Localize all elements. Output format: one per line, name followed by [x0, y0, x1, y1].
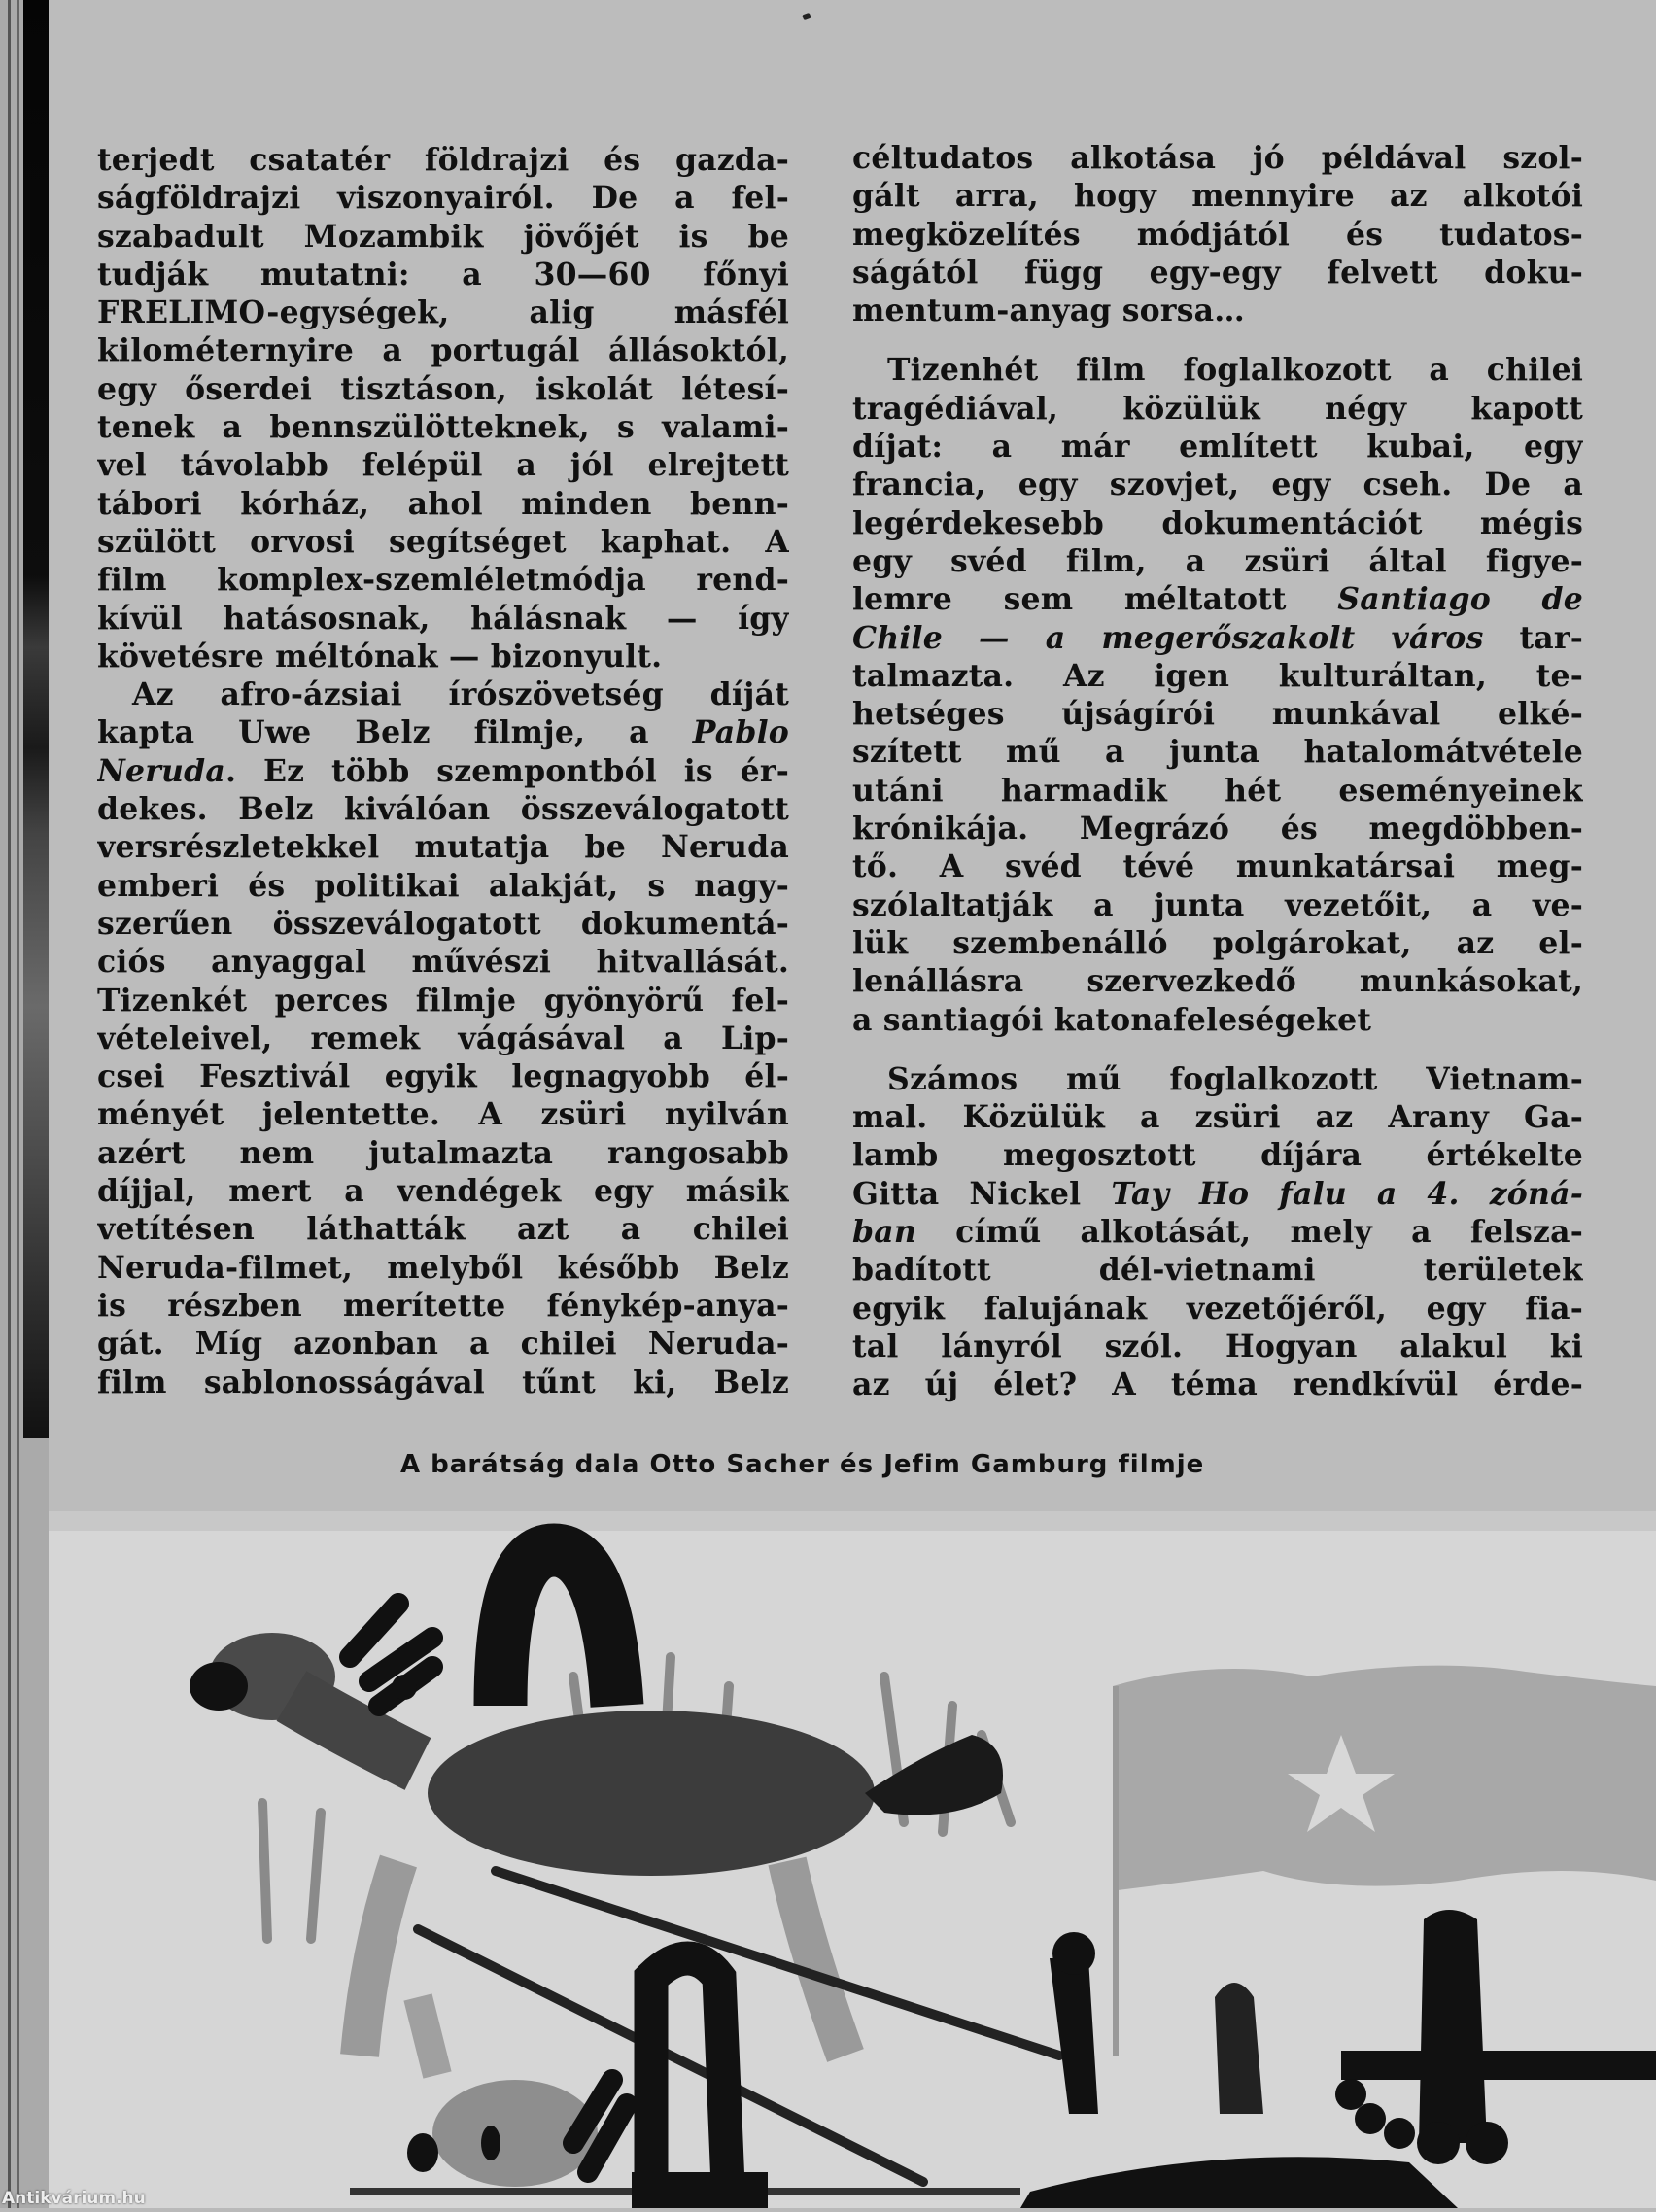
- italic-title: Pablo: [692, 714, 789, 751]
- text-line: ményét jelentette. A zsüri nyilván: [97, 1096, 789, 1133]
- text-line: ságföldrajzi viszonyairól. De a fel-: [97, 180, 789, 217]
- text-line: gált arra, hogy mennyire az alkotói: [852, 178, 1583, 215]
- text-line: [97, 752, 789, 790]
- text-line: követésre méltónak — bizonyult.: [97, 638, 663, 674]
- text-line: Számos mű foglalkozott Vietnam-: [887, 1060, 1583, 1097]
- italic-title: Neruda: [97, 752, 225, 789]
- text-line: mal. Közülük a zsüri az Arany Ga-: [852, 1099, 1583, 1136]
- text-line: ciós anyaggal művészi hitvallását.: [97, 944, 789, 981]
- text-line: lenállásra szervezkedő munkásokat,: [852, 963, 1583, 1000]
- text-segment: . Ez több szempontból is ér-: [224, 752, 789, 789]
- text-line: vetítésen láthatták azt a chilei: [97, 1211, 789, 1248]
- text-line: Neruda-filmet, melyből később Belz: [97, 1249, 789, 1286]
- text-line: egy svéd film, a zsüri által figye-: [852, 542, 1583, 579]
- text-line: Az afro-ázsiai írószövetség díját: [132, 676, 789, 713]
- film-still-illustration: [49, 1511, 1656, 2208]
- text-line: kilométernyire a portugál állásoktól,: [97, 332, 789, 369]
- text-line: terjedt csatatér földrajzi és gazda-: [97, 142, 789, 178]
- print-mark: [802, 13, 811, 20]
- text-line: ságától függ egy-egy felvett doku-: [852, 254, 1583, 291]
- text-column-right: [852, 139, 1583, 1404]
- text-line: szülött orvosi segítséget kaphat. A: [97, 523, 789, 560]
- text-line: FRELIMO-egységek, alig másfél: [97, 294, 789, 331]
- italic-title: Santiago de: [1337, 581, 1583, 618]
- text-line: díjjal, mert a vendégek egy másik: [97, 1173, 789, 1210]
- text-line: talmazta. Az igen kulturáltan, te-: [852, 657, 1583, 694]
- text-line: céltudatos alkotása jó példával szol-: [852, 140, 1583, 176]
- text-line: versrészletekkel mutatja be Neruda: [97, 829, 789, 866]
- text-line: film sablonosságával tűnt ki, Belz: [97, 1364, 789, 1400]
- text-line: mentum-anyag sorsa…: [852, 293, 1245, 329]
- text-line: lamb megosztott díjára értékelte: [852, 1137, 1583, 1174]
- text-line: [852, 1213, 1583, 1251]
- text-line: tal lányról szól. Hogyan alakul ki: [852, 1328, 1583, 1365]
- text-segment: tar-: [1483, 619, 1583, 656]
- text-line: legérdekesebb dokumentációt mégis: [852, 504, 1583, 541]
- children-drawing-illustration: [49, 1511, 1656, 2208]
- watermark: Antikvárium.hu: [2, 2189, 146, 2208]
- paragraph-gap: [852, 1039, 1583, 1060]
- text-segment: Gitta Nickel: [852, 1175, 1112, 1212]
- text-line: csei Fesztivál egyik legnagyobb él-: [97, 1058, 789, 1095]
- text-line: szerűen összeválogatott dokumentá-: [97, 905, 789, 942]
- text-line: szólaltatják a junta vezetőit, a ve-: [852, 886, 1583, 923]
- text-line: badított dél-vietnami területek: [852, 1252, 1583, 1289]
- italic-title: Chile — a megerőszakolt város: [852, 619, 1484, 656]
- text-line: díjat: a már említett kubai, egy: [852, 429, 1583, 466]
- text-line: emberi és politikai alakját, s nagy-: [97, 867, 789, 904]
- text-line: az új élet? A téma rendkívül érde-: [852, 1366, 1583, 1403]
- text-column-left: [97, 141, 789, 1401]
- text-line: vel távolabb felépül a jól elrejtett: [97, 447, 789, 484]
- text-line: lük szembenálló polgárokat, az el-: [852, 924, 1583, 961]
- text-line: film komplex-szemléletmódja rend-: [97, 562, 789, 599]
- text-line: azért nem jutalmazta rangosabb: [97, 1134, 789, 1171]
- text-line: egy őserdei tisztáson, iskolát létesí-: [97, 370, 789, 407]
- text-line: a santiagói katonafeleségeket: [852, 1001, 1372, 1038]
- text-line: egyik falujának vezetőjéről, egy fia-: [852, 1290, 1583, 1327]
- paragraph-gap: [852, 329, 1583, 351]
- text-segment: című alkotását, mely a felsza-: [915, 1214, 1583, 1251]
- text-line: [852, 619, 1583, 657]
- text-line: tudják mutatni: a 30—60 főnyi: [97, 256, 789, 293]
- text-line: tő. A svéd tévé munkatársai meg-: [852, 848, 1583, 885]
- text-line: hetséges újságírói munkával elké-: [852, 696, 1583, 733]
- text-line: utáni harmadik hét eseményeinek: [852, 772, 1583, 809]
- text-line: krónikája. Megrázó és megdöbben-: [852, 811, 1583, 847]
- text-line: vételeivel, remek vágásával a Lip-: [97, 1020, 789, 1056]
- text-line: tenek a bennszülötteknek, s valami-: [97, 409, 789, 446]
- text-line: szabadult Mozambik jövőjét is be: [97, 218, 789, 255]
- text-line: tábori kórház, ahol minden benn-: [97, 485, 789, 522]
- text-line: Tizenhét film foglalkozott a chilei: [887, 352, 1583, 389]
- text-line: [97, 713, 789, 751]
- text-line: francia, egy szovjet, egy cseh. De a: [852, 467, 1583, 503]
- image-caption: A barátság dala Otto Sacher és Jefim Gamburg filmje: [400, 1450, 1205, 1479]
- text-line: dekes. Belz kiválóan összeválogatott: [97, 791, 789, 828]
- text-segment: kapta Uwe Belz filmje, a: [97, 714, 693, 751]
- text-line: is részben merítette fénykép-anya-: [97, 1287, 789, 1324]
- text-line: gát. Míg azonban a chilei Neruda-: [97, 1326, 789, 1363]
- text-line: kívül hatásosnak, hálásnak — így: [97, 600, 789, 637]
- text-line: megközelítés módjától és tudatos-: [852, 216, 1583, 253]
- text-line: [852, 1175, 1583, 1213]
- text-segment: lemre sem méltatott: [852, 581, 1338, 618]
- text-line: Tizenkét perces filmje gyönyörű fel-: [97, 982, 789, 1019]
- text-line: tragédiával, közülük négy kapott: [852, 390, 1583, 427]
- italic-title: Tay Ho falu a 4. zóná-: [1111, 1175, 1583, 1212]
- text-line: szített mű a junta hatalomátvétele: [852, 734, 1583, 771]
- text-line: [852, 580, 1583, 618]
- italic-title: ban: [852, 1214, 916, 1251]
